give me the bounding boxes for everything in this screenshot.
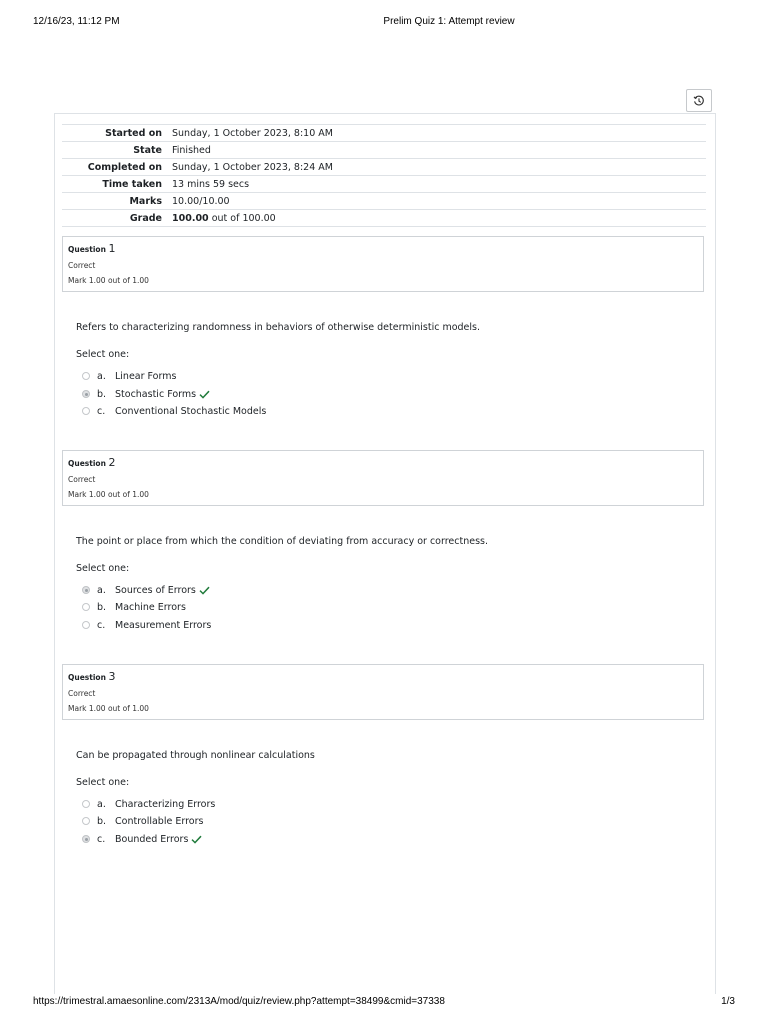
radio-button-selected[interactable] [82,835,90,843]
summary-value [172,213,706,224]
answer-text: Bounded Errors [115,833,189,845]
answer-text: Sources of Errors [115,584,196,596]
attempt-summary-table [62,124,706,227]
summary-label: Marks [129,195,162,207]
answer-letter: c. [97,619,106,631]
summary-label: Time taken [102,178,162,190]
radio-button[interactable] [82,603,90,611]
answer-letter: a. [97,370,106,382]
question-info-box [62,236,704,292]
timer-toggle-button[interactable] [686,89,712,112]
print-header [0,16,768,30]
select-one-prompt: Select one: [76,563,130,574]
correct-check-icon [199,586,210,595]
summary-row-time-taken [62,176,706,193]
answer-text: Machine Errors [115,601,186,613]
summary-value: Finished [172,144,211,156]
select-one-prompt: Select one: [76,349,130,360]
question-mark: Mark 1.00 out of 1.00 [68,490,149,499]
answer-text: Stochastic Forms [115,388,197,400]
question-text: Refers to characterizing randomness in behaviors of otherwise deterministic models. [76,322,480,333]
question-info-box [62,450,704,506]
answer-option[interactable] [82,798,215,810]
page-number: 1/3 [721,996,735,1007]
summary-row-completed [62,159,706,176]
summary-value: 13 mins 59 secs [172,178,250,190]
grade-score: 100.00 [172,212,209,224]
answer-letter: a. [97,584,106,596]
radio-button-selected[interactable] [82,586,90,594]
summary-label: Started on [105,127,162,139]
grade-out-of: out of 100.00 [208,212,276,224]
answer-text: Conventional Stochastic Models [115,405,267,417]
answer-option[interactable] [82,388,210,400]
answer-option[interactable] [82,584,210,596]
summary-label: Grade [129,212,162,224]
answer-letter: b. [97,815,107,827]
question-number: Question 2 [68,456,116,469]
answer-option[interactable] [82,405,266,417]
answer-text: Controllable Errors [115,815,204,827]
answer-letter: c. [97,405,106,417]
radio-button[interactable] [82,800,90,808]
answer-letter: a. [97,798,106,810]
question-status: Correct [68,475,96,484]
answer-letter: b. [97,388,107,400]
correct-check-icon [199,390,210,399]
answer-text: Characterizing Errors [115,798,216,810]
radio-button[interactable] [82,817,90,825]
question-number: Question 3 [68,670,116,683]
summary-value: Sunday, 1 October 2023, 8:10 AM [172,127,333,139]
page-url: https://trimestral.amaesonline.com/2313A/mod/quiz/review.php?attempt=38499&cmid=37338 [33,996,445,1007]
question-status: Correct [68,261,96,270]
select-one-prompt: Select one: [76,777,130,788]
summary-value: Sunday, 1 October 2023, 8:24 AM [172,161,333,173]
summary-row-started [62,125,706,142]
question-mark: Mark 1.00 out of 1.00 [68,704,149,713]
answer-letter: c. [97,833,106,845]
summary-row-state [62,142,706,159]
question-mark: Mark 1.00 out of 1.00 [68,276,149,285]
radio-button[interactable] [82,407,90,415]
answer-option[interactable] [82,815,203,827]
answer-letter: b. [97,601,107,613]
answer-option[interactable] [82,601,186,613]
answer-text: Measurement Errors [115,619,212,631]
answer-option[interactable] [82,619,211,631]
radio-button[interactable] [82,372,90,380]
answer-option[interactable] [82,833,202,845]
summary-label: State [133,144,162,156]
question-status: Correct [68,689,96,698]
print-footer [0,996,768,1010]
summary-value: 10.00/10.00 [172,195,230,207]
question-number: Question 1 [68,242,116,255]
summary-row-grade [62,210,706,227]
print-page-title: Prelim Quiz 1: Attempt review [383,16,515,27]
question-text: Can be propagated through nonlinear calculations [76,750,315,761]
print-datetime: 12/16/23, 11:12 PM [33,16,120,27]
answer-text: Linear Forms [115,370,177,382]
answer-option[interactable] [82,370,176,382]
history-clock-icon [693,95,705,107]
summary-row-marks [62,193,706,210]
radio-button[interactable] [82,621,90,629]
question-text: The point or place from which the condition of deviating from accuracy or correctness. [76,536,488,547]
question-info-box [62,664,704,720]
radio-button-selected[interactable] [82,390,90,398]
summary-label: Completed on [87,161,162,173]
correct-check-icon [191,835,202,844]
